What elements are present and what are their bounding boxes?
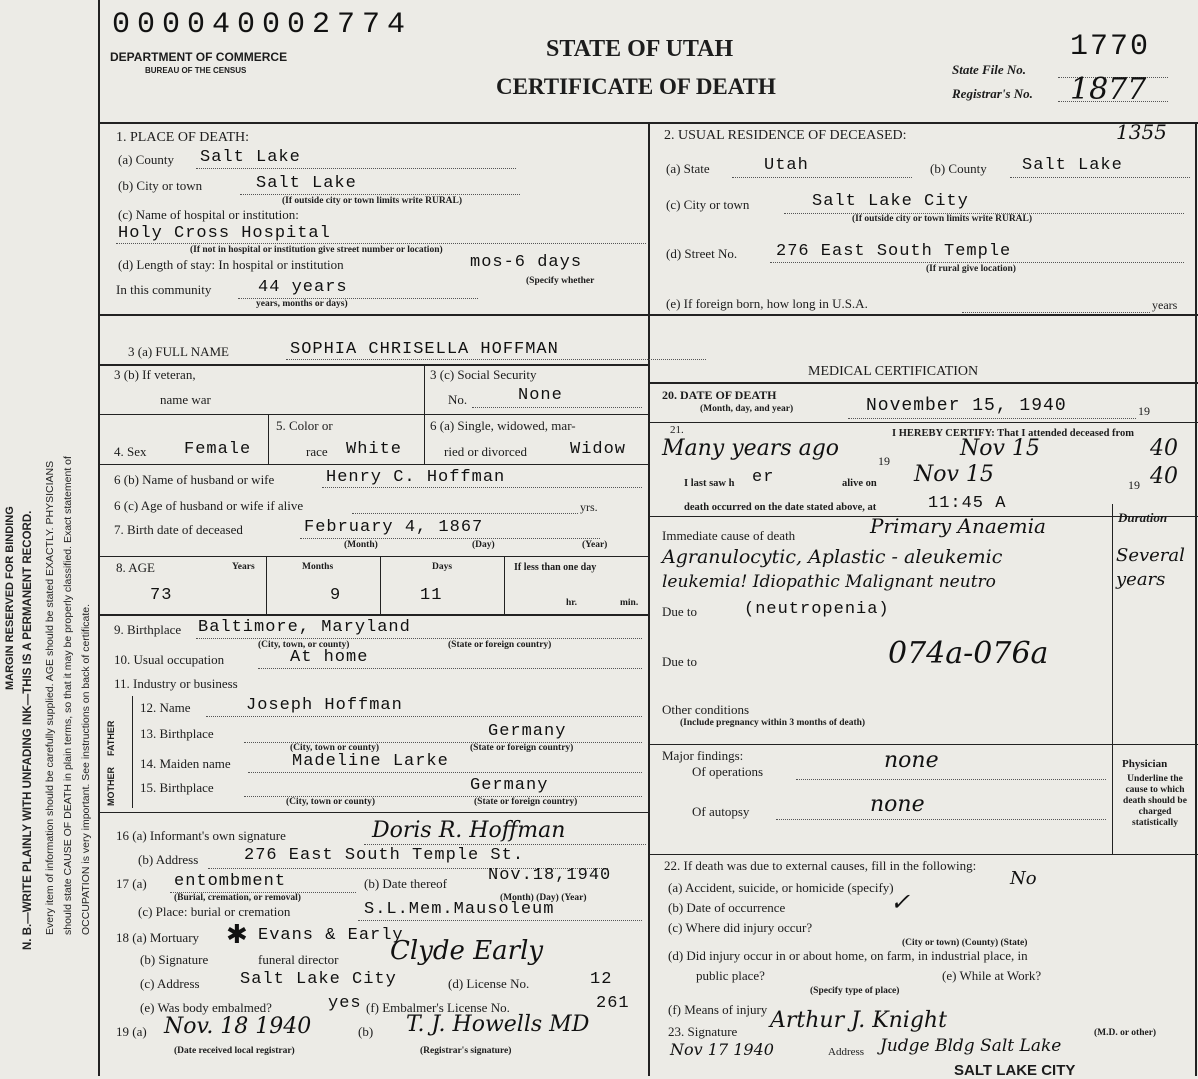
years-label: years [1152,298,1178,312]
burial-note: (Burial, cremation, or removal) [174,893,301,903]
death-date-label: 20. DATE OF DEATH [662,388,777,402]
death-city-note: (If outside city or town limits write RURAL) [282,196,463,206]
burial-date-label: (b) Date thereof [364,876,448,891]
informant-signature: Doris R. Hoffman [372,818,566,843]
physician-address: Judge Bldg Salt Lake [880,1036,1062,1056]
last-saw-label: I last saw h [684,478,735,489]
burial-label: 17 (a) [116,876,147,891]
license-label: (d) License No. [448,976,530,991]
medical-heading: MEDICAL CERTIFICATION [808,364,979,379]
other-conditions-label: Other conditions [662,702,750,717]
alive-on-value: Nov 15 [914,462,994,487]
residence-city-label: (c) City or town [666,197,750,212]
serial-number: 000040002774 [112,8,413,42]
spouse-name-label: 6 (b) Name of husband or wife [114,472,275,487]
mother-birthplace-label: 15. Birthplace [140,780,214,795]
full-name-label: 3 (a) FULL NAME [128,344,229,359]
spouse-name-value: Henry C. Hoffman [326,468,506,487]
death-city-label: (b) City or town [118,178,203,193]
community-label: In this community [116,282,212,297]
full-name-value: SOPHIA CHRISELLA HOFFMAN [290,340,559,359]
director-signature-label2: funeral director [258,952,339,967]
classification-code: 074a-076a [888,636,1049,671]
age-months-value: 9 [330,586,342,605]
residence-county-label: (b) County [930,161,987,176]
residence-county-value: Salt Lake [1022,156,1123,175]
stamp-number: 1770 [1070,30,1151,64]
age-label: 8. AGE [116,560,155,575]
physician-signature-date: Nov 17 1940 [670,1040,774,1059]
informant-address-value: 276 East South Temple St. [244,846,525,865]
embalmer-license-value: 261 [596,994,630,1013]
place-type-note: (Specify type of place) [810,986,900,996]
hospital-note: (If not in hospital or institution give street number or location) [190,245,443,255]
death-date-suffix: 19 [1138,404,1150,418]
age-days-value: 11 [420,586,443,605]
physician-box-title: Physician [1122,758,1168,770]
other-conditions-note: (Include pregnancy within 3 months of death) [680,718,866,728]
certificate-title: CERTIFICATE OF DEATH [496,74,776,99]
registrar-signature: T. J. Howells MD [406,1012,590,1037]
attended-year-19: 19 [878,454,890,468]
residence-city-value: Salt Lake City [812,192,969,211]
registrar-number-label: Registrar's No. [952,86,1033,101]
attended-to-value: Nov 15 [960,436,1040,461]
age-years-value: 73 [150,586,173,605]
race-value: White [346,440,403,459]
mortuary-label: 18 (a) Mortuary [116,930,200,945]
physician-address-label: Address [828,1046,865,1058]
physician-signature-label: 23. Signature [668,1024,738,1039]
alive-year-19: 19 [1128,478,1140,492]
duration-label: Duration [1118,510,1168,525]
length-of-stay-value: mos-6 days [470,253,583,272]
registrar-signature-label: (b) [358,1024,374,1039]
immediate-cause-line1: Primary Anaemia [870,514,1046,538]
attended-to-year: 40 [1150,436,1178,461]
mother-side-label: MOTHER [106,767,116,806]
veteran-label: 3 (b) If veteran, [114,367,196,382]
immediate-cause-line2: Agranulocytic, Aplastic - aleukemic [662,546,1003,568]
state-title: STATE OF UTAH [546,36,734,62]
mother-city-note: (City, town or county) [286,797,376,807]
burial-value: entombment [174,872,287,891]
mother-birthplace-value: Germany [470,776,549,795]
industry-label: 11. Industry or business [114,676,238,691]
mortuary-address-label: (c) Address [140,976,200,991]
mortuary-value: Evans & Early [258,926,404,945]
external-causes-heading: 22. If death was due to external causes, fill in the following: [664,858,977,873]
father-name-label: 12. Name [140,700,191,715]
residence-margin-number: 1355 [1116,120,1167,144]
age-days-column: Days [432,562,453,572]
due-to-label-1: Due to [662,604,698,619]
mother-name-value: Madeline Larke [292,752,449,771]
color-label: 5. Color or [276,418,333,433]
sex-label: 4. Sex [114,444,147,459]
autopsy-value: none [870,792,925,817]
received-date-note: (Date received local registrar) [174,1046,295,1056]
physician-signature: Arthur J. Knight [770,1008,947,1033]
footer-city: SALT LAKE CITY [954,1062,1076,1079]
last-saw-value: er [752,468,775,487]
marital-label-line2: ried or divorced [444,444,528,459]
alive-on-year: 40 [1150,464,1178,489]
death-county-label: (a) County [118,152,174,167]
immediate-cause-line3: leukemia! Idiopathic Malignant neutro [662,572,996,592]
accident-label: (a) Accident, suicide, or homicide (specify) [668,880,894,895]
occurrence-date-label: (b) Date of occurrence [668,900,786,915]
received-date-value: Nov. 18 1940 [164,1014,312,1039]
residence-city-note: (If outside city or town limits write RURAL) [852,214,1033,224]
embalmer-license-label: (f) Embalmer's License No. [366,1000,510,1015]
occupation-value: At home [290,648,369,667]
community-value: 44 years [258,278,348,297]
marital-value: Widow [570,440,627,459]
birth-date-value: February 4, 1867 [304,518,484,537]
injury-location-label-2: public place? [696,968,765,983]
place-of-death-heading: 1. PLACE OF DEATH: [116,130,250,145]
birthplace-value: Baltimore, Maryland [198,618,411,637]
injury-place-label: (c) Where did injury occur? [668,920,813,935]
hospital-value: Holy Cross Hospital [118,224,331,243]
ssn-label: 3 (c) Social Security [430,367,537,382]
ssn-no-label: No. [448,392,468,407]
alive-on-label: alive on [842,478,877,489]
while-at-work-label: (e) While at Work? [942,968,1042,983]
burial-date-value: Nov.18,1940 [488,866,612,885]
informant-signature-label: 16 (a) Informant's own signature [116,828,286,843]
accident-value: No [1010,868,1037,889]
residence-state-value: Utah [764,156,809,175]
margin-instructions-line2: should state CAUSE OF DEATH in plain terms, so that it may be properly classified. Exact statement of [62,456,74,935]
license-value: 12 [590,970,613,989]
registrar-signature-note: (Registrar's signature) [420,1046,512,1056]
residence-street-value: 276 East South Temple [776,242,1012,261]
ink-blot-icon: ✱ [226,920,248,949]
department-label: DEPARTMENT OF COMMERCE [110,50,288,64]
father-name-value: Joseph Hoffman [246,696,403,715]
bureau-label: BUREAU OF THE CENSUS [145,66,247,75]
margin-instructions-line1: Every item of information should be carefully supplied. AGE should be stated EXACTLY. PHYSICIANS [44,460,56,935]
informant-address-label: (b) Address [138,852,199,867]
specify-whether-note: (Specify whether [526,276,595,286]
residence-street-note: (If rural give location) [926,264,1016,274]
major-findings-label: Major findings: [662,748,744,763]
margin-binding-note: MARGIN RESERVED FOR BINDING [4,506,16,690]
father-birthplace-label: 13. Birthplace [140,726,214,741]
burial-place-value: S.L.Mem.Mausoleum [364,900,555,919]
embalmed-label: (e) Was body embalmed? [140,1000,272,1015]
less-than-day-label: If less than one day [514,562,597,573]
foreign-born-label: (e) If foreign born, how long in U.S.A. [666,296,868,311]
death-county-value: Salt Lake [200,148,301,167]
death-city-value: Salt Lake [256,174,357,193]
marital-label-line1: 6 (a) Single, widowed, mar- [430,418,576,433]
physician-box-text: Underline the cause to which death should be charged statistically [1123,774,1187,828]
injury-place-note: (City or town) (County) (State) [902,938,1028,948]
birthplace-city-note: (City, town, or county) [258,640,350,650]
residence-heading: 2. USUAL RESIDENCE OF DECEASED: [664,128,907,143]
death-date-value: November 15, 1940 [866,396,1067,416]
birth-date-label: 7. Birth date of deceased [114,522,243,537]
mother-state-note: (State or foreign country) [474,797,578,807]
birthplace-state-note: (State or foreign country) [448,640,552,650]
father-birthplace-value: Germany [488,722,567,741]
due-to-value-1: (neutropenia) [744,600,890,619]
mortuary-address-value: Salt Lake City [240,970,397,989]
age-years-column: Years [232,562,255,572]
burial-place-label: (c) Place: burial or cremation [138,904,291,919]
director-signature-label1: (b) Signature [140,952,209,967]
item-21-label: 21. [670,424,684,436]
birth-day-label: (Day) [472,540,495,550]
md-label: (M.D. or other) [1094,1028,1157,1038]
birth-month-label: (Month) [344,540,378,550]
death-time-value: 11:45 A [928,494,1007,513]
received-date-label: 19 (a) [116,1024,147,1039]
spouse-age-yrs: yrs. [580,500,598,514]
embalmed-value: yes [328,994,362,1013]
margin-permanent-record-note: N. B.—WRITE PLAINLY WITH UNFADING INK—THIS IS A PERMANENT RECORD. [22,510,34,950]
hospital-label: (c) Name of hospital or institution: [118,207,299,222]
race-label: race [306,444,328,459]
residence-street-label: (d) Street No. [666,246,738,261]
due-to-label-2: Due to [662,654,698,669]
autopsy-label: Of autopsy [692,804,750,819]
community-note: years, months or days) [256,299,348,309]
death-date-note: (Month, day, and year) [700,404,794,414]
age-minutes-label: min. [620,598,639,608]
occurrence-check-icon: ✓ [890,888,911,916]
spouse-age-label: 6 (c) Age of husband or wife if alive [114,498,304,513]
father-side-label: FATHER [106,720,116,756]
operations-value: none [884,748,939,773]
director-signature: Clyde Early [390,936,544,966]
father-city-note: (City, town or county) [290,743,380,753]
war-label: name war [160,392,211,407]
birth-year-label: (Year) [582,540,608,550]
immediate-cause-label: Immediate cause of death [662,528,796,543]
age-months-column: Months [302,562,334,572]
margin-instructions-line3: OCCUPATION is very important. See instructions on back of certificate. [80,603,92,935]
injury-location-label-1: (d) Did injury occur in or about home, on farm, in industrial place, in [668,948,1028,963]
age-hours-label: hr. [566,598,578,608]
burial-date-note: (Month) (Day) (Year) [500,893,587,903]
death-occurred-label: death occurred on the date stated above, at [684,502,877,513]
residence-state-label: (a) State [666,161,710,176]
length-of-stay-label: (d) Length of stay: In hospital or institution [118,257,344,272]
state-file-label: State File No. [952,62,1027,77]
sex-value: Female [184,440,252,459]
mother-name-label: 14. Maiden name [140,756,231,771]
means-of-injury-label: (f) Means of injury [668,1002,768,1017]
certify-label: I HEREBY CERTIFY: That I attended deceased from [892,428,1135,439]
duration-value: Several years [1116,545,1185,590]
attended-from-value: Many years ago [662,436,840,461]
father-state-note: (State or foreign country) [470,743,574,753]
ssn-value: None [518,386,563,405]
registrar-number: 1877 [1070,72,1147,107]
birthplace-label: 9. Birthplace [114,622,182,637]
operations-label: Of operations [692,764,764,779]
occupation-label: 10. Usual occupation [114,652,225,667]
